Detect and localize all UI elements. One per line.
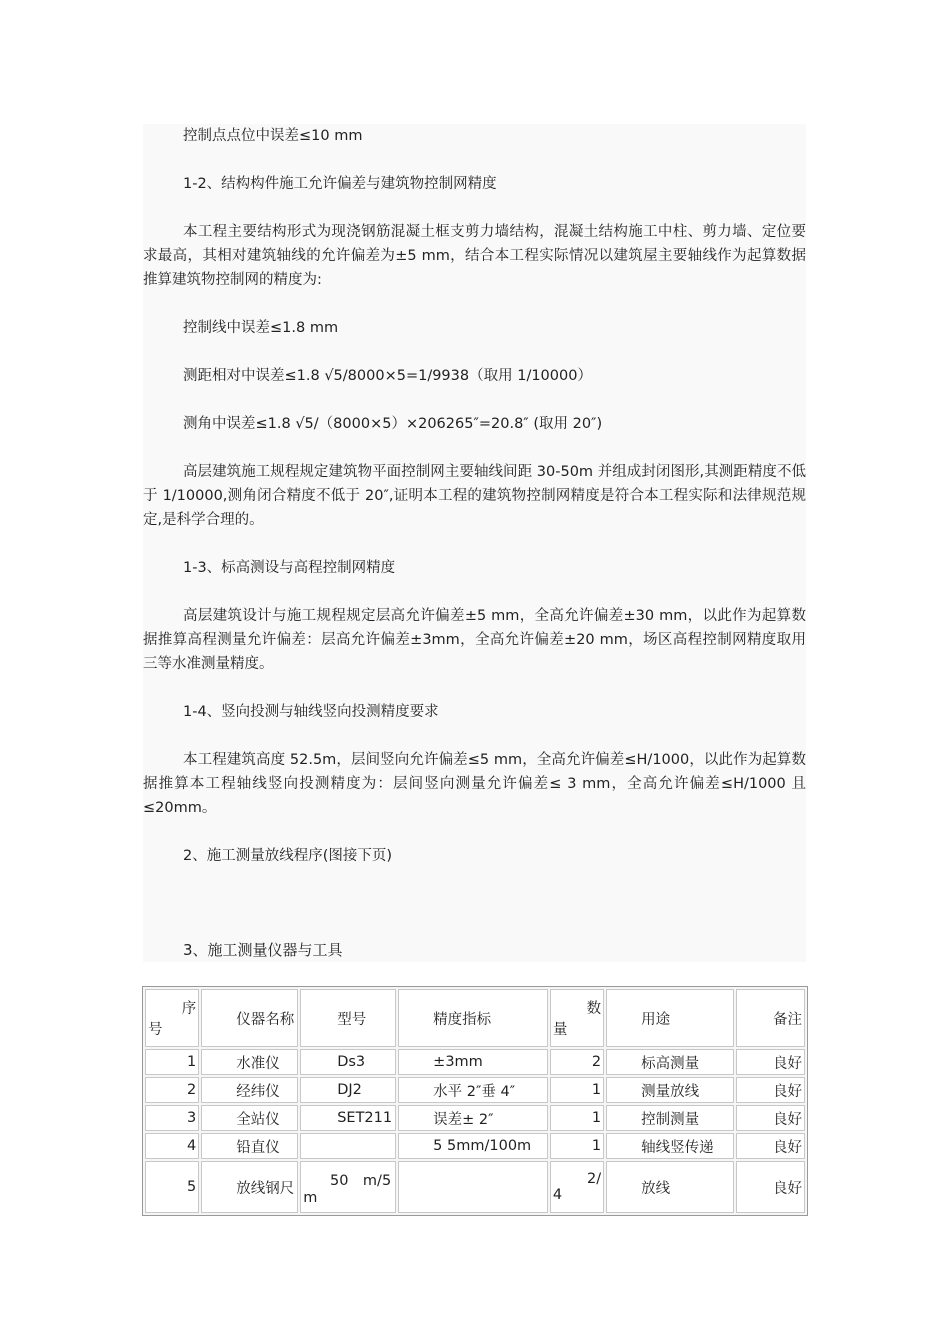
cell-note: 良好 xyxy=(736,1077,805,1103)
cell-note: 良好 xyxy=(736,1133,805,1159)
cell-note: 良好 xyxy=(736,1161,805,1213)
heading-3: 3、施工测量仪器与工具 xyxy=(183,941,343,959)
table-header-row xyxy=(145,989,805,1047)
cell-precision: 5 5mm/100m xyxy=(398,1133,548,1159)
paragraph-structure: 本工程主要结构形式为现浇钢筋混凝土框支剪力墙结构，混凝土结构施工中柱、剪力墙、定位要求最高，其相对建筑轴线的允许偏差为±5 mm，结合本工程实际情况以建筑屋主要轴线作为起算数据推算建筑物控制网的精度为: xyxy=(143,224,806,288)
cell-precision: 水平 2″垂 4″ xyxy=(398,1077,548,1103)
document-body xyxy=(143,124,806,962)
table-row xyxy=(145,1049,805,1075)
cell-name: 水准仪 xyxy=(201,1049,298,1075)
cell-note: 良好 xyxy=(736,1049,805,1075)
header-note: 备注 xyxy=(736,989,805,1047)
cell-model xyxy=(300,1133,396,1159)
cell-qty: 1 xyxy=(550,1105,604,1131)
cell-note: 良好 xyxy=(736,1105,805,1131)
table-row xyxy=(145,1161,805,1213)
paragraph-vertical: 本工程建筑高度 52.5m，层间竖向允许偏差≤5 mm，全高允许偏差≤H/1000，以此作为起算数据推算本工程轴线竖向投测精度为：层间竖向测量允许偏差≤ 3 mm，全高允许偏差≤H/1000 且≤20mm。 xyxy=(143,752,806,816)
cell-use: 控制测量 xyxy=(606,1105,734,1131)
cell-use: 放线 xyxy=(606,1161,734,1213)
heading-1-4: 1-4、竖向投测与轴线竖向投测精度要求 xyxy=(183,704,439,720)
header-no: 序 号 xyxy=(145,989,199,1047)
cell-name: 铅直仪 xyxy=(201,1133,298,1159)
cell-precision: ±3mm xyxy=(398,1049,548,1075)
table-row xyxy=(145,1105,805,1131)
cell-no: 5 xyxy=(145,1161,199,1213)
cell-name: 放线钢尺 xyxy=(201,1161,298,1213)
cell-no: 1 xyxy=(145,1049,199,1075)
cell-qty: 2 xyxy=(550,1049,604,1075)
paragraph-regulation: 高层建筑施工规程规定建筑物平面控制网主要轴线间距 30-50m 并组成封闭图形,其测距精度不低于 1/10000,测角闭合精度不低于 20″,证明本工程的建筑物控制网精度是符合本工程实际和法律规范规定,是科学合理的。 xyxy=(143,464,806,528)
cell-precision xyxy=(398,1161,548,1213)
cell-use: 轴线竖传递 xyxy=(606,1133,734,1159)
cell-name: 全站仪 xyxy=(201,1105,298,1131)
cell-model: Ds3 xyxy=(300,1049,396,1075)
cell-no: 2 xyxy=(145,1077,199,1103)
header-qty: 数 量 xyxy=(550,989,604,1047)
heading-1-2: 1-2、结构构件施工允许偏差与建筑物控制网精度 xyxy=(183,176,497,192)
cell-precision: 误差± 2″ xyxy=(398,1105,548,1131)
instrument-table xyxy=(143,987,807,1215)
header-use: 用途 xyxy=(606,989,734,1047)
paragraph-elevation: 高层建筑设计与施工规程规定层高允许偏差±5 mm，全高允许偏差±30 mm，以此作为起算数据推算高程测量允许偏差：层高允许偏差±3mm，全高允许偏差±20 mm，场区高程控制网精度取用三等水准测量精度。 xyxy=(143,608,806,672)
cell-name: 经纬仪 xyxy=(201,1077,298,1103)
paragraph-angle-error: 测角中误差≤1.8 √5/（8000×5）×206265″=20.8″ (取用 20″) xyxy=(183,416,603,432)
table-row xyxy=(145,1077,805,1103)
cell-use: 标高测量 xyxy=(606,1049,734,1075)
header-model: 型号 xyxy=(300,989,396,1047)
table-row xyxy=(145,1133,805,1159)
cell-model: DJ2 xyxy=(300,1077,396,1103)
paragraph-control-point-error: 控制点点位中误差≤10 mm xyxy=(183,128,363,144)
cell-no: 4 xyxy=(145,1133,199,1159)
instrument-table-wrapper xyxy=(142,986,808,1216)
cell-use: 测量放线 xyxy=(606,1077,734,1103)
paragraph-distance-error: 测距相对中误差≤1.8 √5/8000×5=1/9938（取用 1/10000） xyxy=(183,368,592,384)
cell-model: 50 m/5 m xyxy=(300,1161,396,1213)
cell-qty: 1 xyxy=(550,1133,604,1159)
header-name: 仪器名称 xyxy=(201,989,298,1047)
cell-no: 3 xyxy=(145,1105,199,1131)
cell-qty: 2/ 4 xyxy=(550,1161,604,1213)
cell-model: SET211 xyxy=(300,1105,396,1131)
cell-qty: 1 xyxy=(550,1077,604,1103)
heading-1-3: 1-3、标高测设与高程控制网精度 xyxy=(183,560,396,576)
header-precision: 精度指标 xyxy=(398,989,548,1047)
heading-2: 2、施工测量放线程序(图接下页) xyxy=(183,848,393,864)
paragraph-control-line-error: 控制线中误差≤1.8 mm xyxy=(183,320,339,336)
